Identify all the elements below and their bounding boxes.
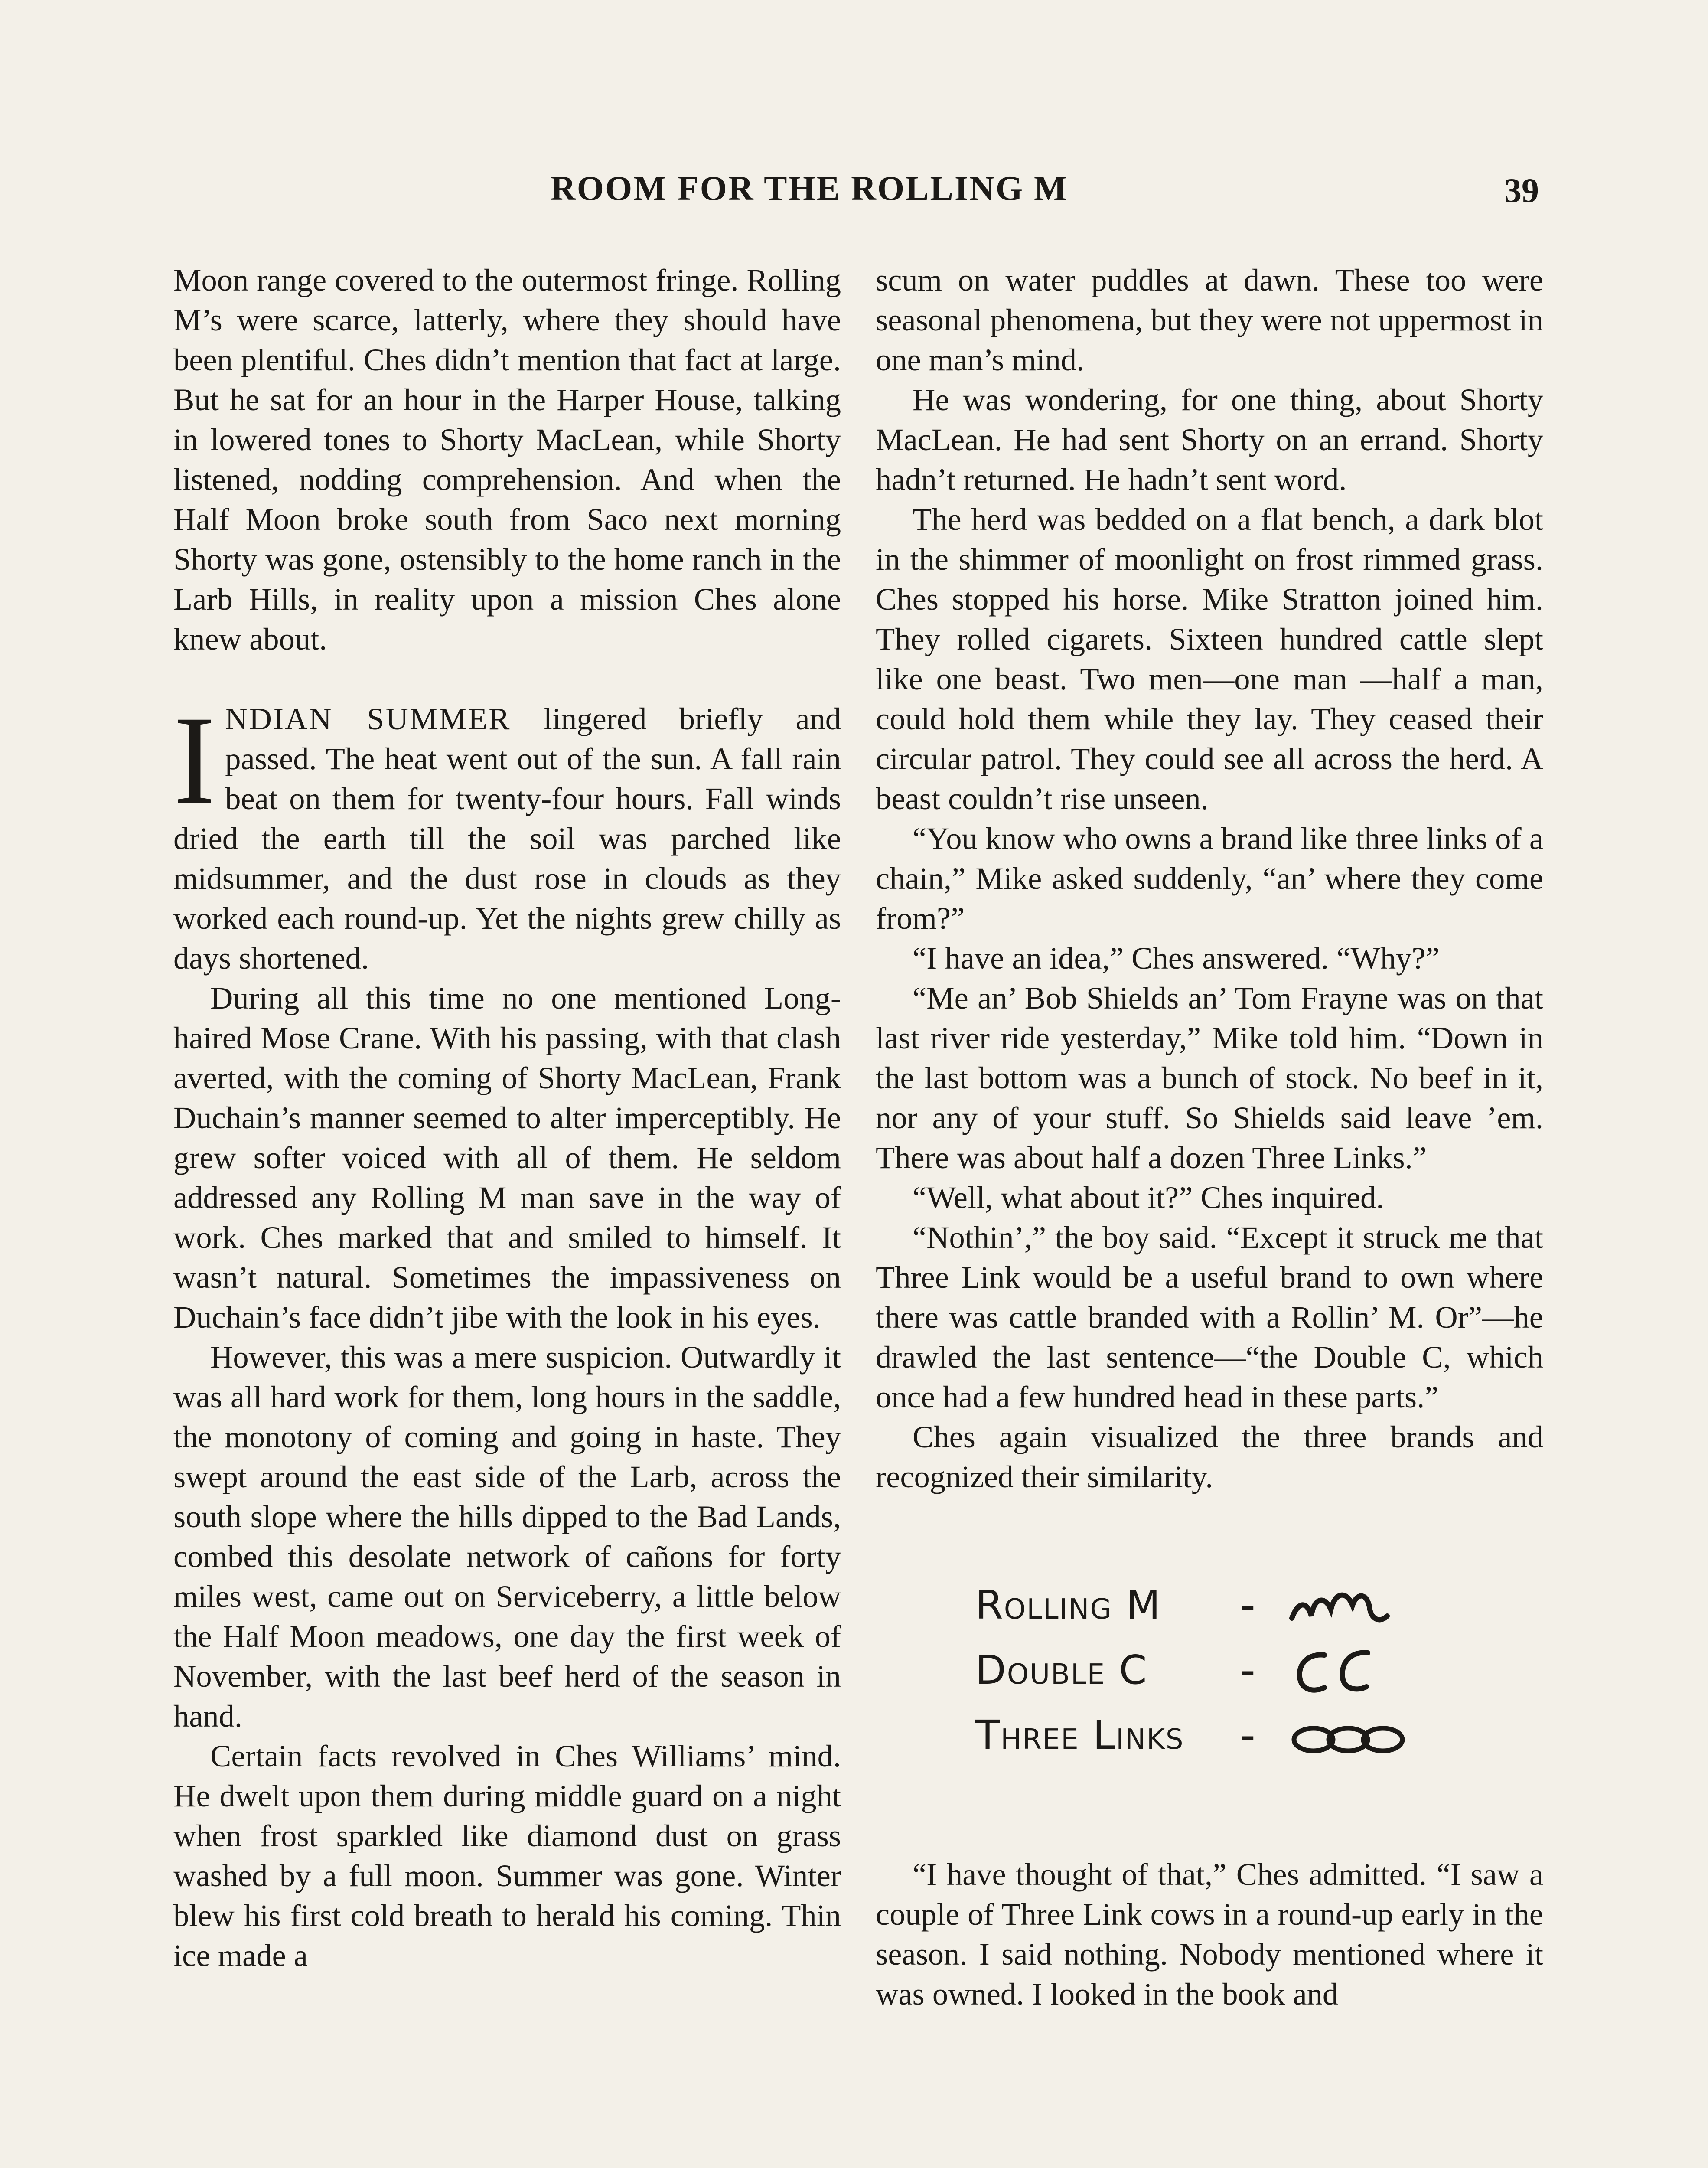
- paragraph: “I have an idea,” Ches answered. “Why?”: [913, 940, 1440, 976]
- section-opening-paragraph: [173, 690, 841, 978]
- brand-row-three-links: [975, 1703, 1496, 1768]
- paragraph: Certain facts revolved in Ches Williams’ mind. He dwelt upon them during middle guard on a night when frost sparkled like diamond dust on grass washed by a full moon. Summer was gone. Winter blew his first cold breath to herald his coming. Thin ice made a: [173, 1738, 841, 1973]
- paragraph: “I have thought of that,” Ches admitted. “I saw a couple of Three Link cows in a round-up early in the season. I said nothing. Nobody mentioned where it was owned. I looked in the book and: [876, 1857, 1543, 2011]
- brand-dash: -: [1240, 1580, 1256, 1630]
- paragraph: Ches again visualized the three brands and recognized their similarity.: [876, 1419, 1543, 1494]
- paragraph-text: lingered briefly and passed. The heat went out of the sun. A fall rain beat on them for twenty-four hours. Fall winds dried the earth till the soil was parched like midsummer, and the dust rose in clouds as they worked each round-up. Yet the nights grew chilly as days shortened.: [173, 701, 841, 976]
- brand-row-rolling-m: [975, 1573, 1496, 1638]
- paragraph: Moon range covered to the outermost fringe. Rolling M’s were scarce, latterly, where they should have been plentiful. Ches didn’t mention that fact at large. But he sat for an hour in the Harper House, talking in lowered tones to Shorty MacLean, while Shorty listened, nodding comprehension. And when the Half Moon broke south from Saco next morning Shorty was gone, ostensibly to the home ranch in the Larb Hills, in reality upon a mission Ches alone knew about.: [173, 262, 841, 656]
- brand-dash: -: [1240, 1710, 1256, 1760]
- paragraph: The herd was bedded on a flat bench, a dark blot in the shimmer of moonlight on frost rimmed grass. Ches stopped his horse. Mike Stratton joined him. They rolled cigarets. Sixteen hundred cattle slept like one beast. Two men—one man —half a man, could hold them while they lay. They ceased their circular patrol. They could see all across the herd. A beast couldn’t rise unseen.: [876, 502, 1543, 816]
- left-column: [173, 260, 841, 1975]
- page-number: 39: [1504, 172, 1539, 210]
- section-break: [173, 659, 841, 699]
- paragraph: “Nothin’,” the boy said. “Except it struck me that Three Link would be a useful brand to own where there was cattle branded with a Rollin’ M. Or”—he drawled the last sentence—“the Double C, which once had a few hundred head in these parts.”: [876, 1220, 1543, 1414]
- paragraph: During all this time no one mentioned Long-haired Mose Crane. With his passing, with that clash averted, with the coming of Shorty MacLean, Frank Duchain’s manner seemed to alter imperceptibly. He grew softer voiced with all of them. He seldom addressed any Rolling M man save in the way of work. Ches marked that and smiled to himself. It wasn’t natural. Sometimes the impassiveness on Duchain’s face didn’t jibe with the look in his eyes.: [173, 980, 841, 1335]
- paragraph: scum on water puddles at dawn. These too were seasonal phenomena, but they were not uppermost in one man’s mind.: [876, 262, 1543, 377]
- three-links-brand-icon: [1288, 1705, 1431, 1766]
- running-head: ROOM FOR THE ROLLING M: [551, 170, 1068, 208]
- brand-dash: -: [1240, 1645, 1256, 1695]
- brand-name: Rolling M: [975, 1582, 1161, 1628]
- paragraph: “You know who owns a brand like three links of a chain,” Mike asked suddenly, “an’ where they come from?”: [876, 821, 1543, 936]
- paragraph: “Well, what about it?” Ches inquired.: [913, 1180, 1384, 1215]
- drop-cap: I: [173, 690, 216, 830]
- brand-illustration: [975, 1573, 1496, 1768]
- paragraph: He was wondering, for one thing, about Shorty MacLean. He had sent Shorty on an errand. Shorty hadn’t returned. He hadn’t sent word.: [876, 382, 1543, 497]
- brand-name: Double C: [975, 1647, 1148, 1693]
- section-lead-in: NDIAN SUMMER: [225, 701, 511, 736]
- rolling-m-brand-icon: [1288, 1575, 1431, 1636]
- paragraph: “Me an’ Bob Shields an’ Tom Frayne was on that last river ride yesterday,” Mike told him. “Down in the last bottom was a bunch of stock. No beef in it, nor any of your stuff. So Shields said leave ’em. There was about half a dozen Three Links.”: [876, 980, 1543, 1175]
- double-c-brand-icon: [1288, 1640, 1431, 1701]
- right-column: [876, 260, 1543, 2014]
- paragraph: However, this was a mere suspicion. Outwardly it was all hard work for them, long hours in the saddle, the monotony of coming and going in haste. They swept around the east side of the Larb, across the south slope where the hills dipped to the Bad Lands, combed this desolate network of cañons for forty miles west, came out on Serviceberry, a little below the Half Moon meadows, one day the first week of November, with the last beef herd of the season in hand.: [173, 1339, 841, 1734]
- brand-row-double-c: [975, 1638, 1496, 1703]
- brand-name: Three Links: [975, 1712, 1184, 1758]
